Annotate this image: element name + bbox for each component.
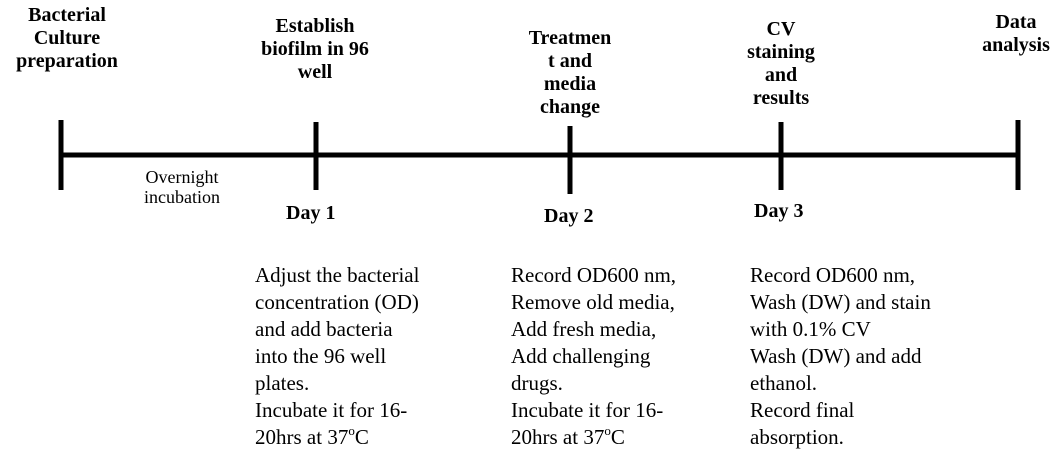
stage-line: t and [548, 50, 592, 72]
stage-line: Culture [33, 27, 101, 49]
temp-prefix: 20hrs at 37 [511, 425, 605, 449]
stage-bacterial-culture [2, 4, 132, 73]
stage-line: Establish [275, 15, 355, 37]
stage-cv-staining [736, 18, 826, 110]
step-line: Record OD600 nm, [750, 263, 916, 287]
stage-line: analysis [982, 34, 1050, 56]
step-line: and add bacteria [255, 317, 393, 341]
note-line: incubation [144, 187, 220, 207]
stage-line: Treatmen [528, 27, 612, 49]
stage-line: CV [766, 18, 796, 40]
stage-data-analysis [976, 11, 1056, 57]
step-line: absorption. [750, 425, 844, 449]
step-line: Record OD600 nm, [511, 263, 677, 287]
stage-line: change [540, 96, 600, 118]
step-line: Remove old media, [511, 290, 675, 314]
stage-line: and [764, 64, 798, 86]
step-line: Adjust the bacterial [255, 263, 420, 287]
temp-suffix: C [354, 425, 369, 449]
note-line: Overnight [145, 167, 219, 187]
step-line: Add fresh media, [511, 317, 657, 341]
step-line: Add challenging [511, 344, 651, 368]
overnight-incubation-note [118, 167, 246, 207]
day3-label: Day 3 [754, 200, 804, 222]
step-line-temperature [511, 424, 676, 451]
step-line: concentration (OD) [255, 290, 419, 314]
stage-line: Bacterial [28, 4, 106, 26]
step-line: into the 96 well [255, 344, 387, 368]
step-line: Wash (DW) and add [750, 344, 922, 368]
degree-mark: o [348, 423, 355, 438]
step-line: Wash (DW) and stain [750, 290, 931, 314]
stage-establish-biofilm [245, 15, 385, 84]
stage-line: Data [995, 11, 1037, 33]
stage-treatment [510, 27, 630, 119]
day2-label: Day 2 [544, 205, 594, 227]
step-line: with 0.1% CV [750, 317, 871, 341]
step-line: Record final [750, 398, 855, 422]
temp-suffix: C [610, 425, 625, 449]
step-line: Incubate it for 16- [511, 398, 664, 422]
day2-steps [511, 262, 676, 451]
temp-prefix: 20hrs at 37 [255, 425, 349, 449]
stage-line: media [543, 73, 597, 95]
step-line: Incubate it for 16- [255, 398, 408, 422]
stage-line: well [297, 61, 333, 83]
degree-mark: o [604, 423, 611, 438]
day3-steps [750, 262, 931, 451]
stage-line: staining [747, 41, 815, 63]
day1-label: Day 1 [286, 202, 336, 224]
step-line-temperature [255, 424, 419, 451]
stage-line: preparation [16, 50, 118, 72]
stage-line: biofilm in 96 [261, 38, 369, 60]
step-line: plates. [255, 371, 310, 395]
step-line: drugs. [511, 371, 563, 395]
stage-line: results [752, 87, 810, 109]
step-line: ethanol. [750, 371, 818, 395]
day1-steps [255, 262, 419, 451]
